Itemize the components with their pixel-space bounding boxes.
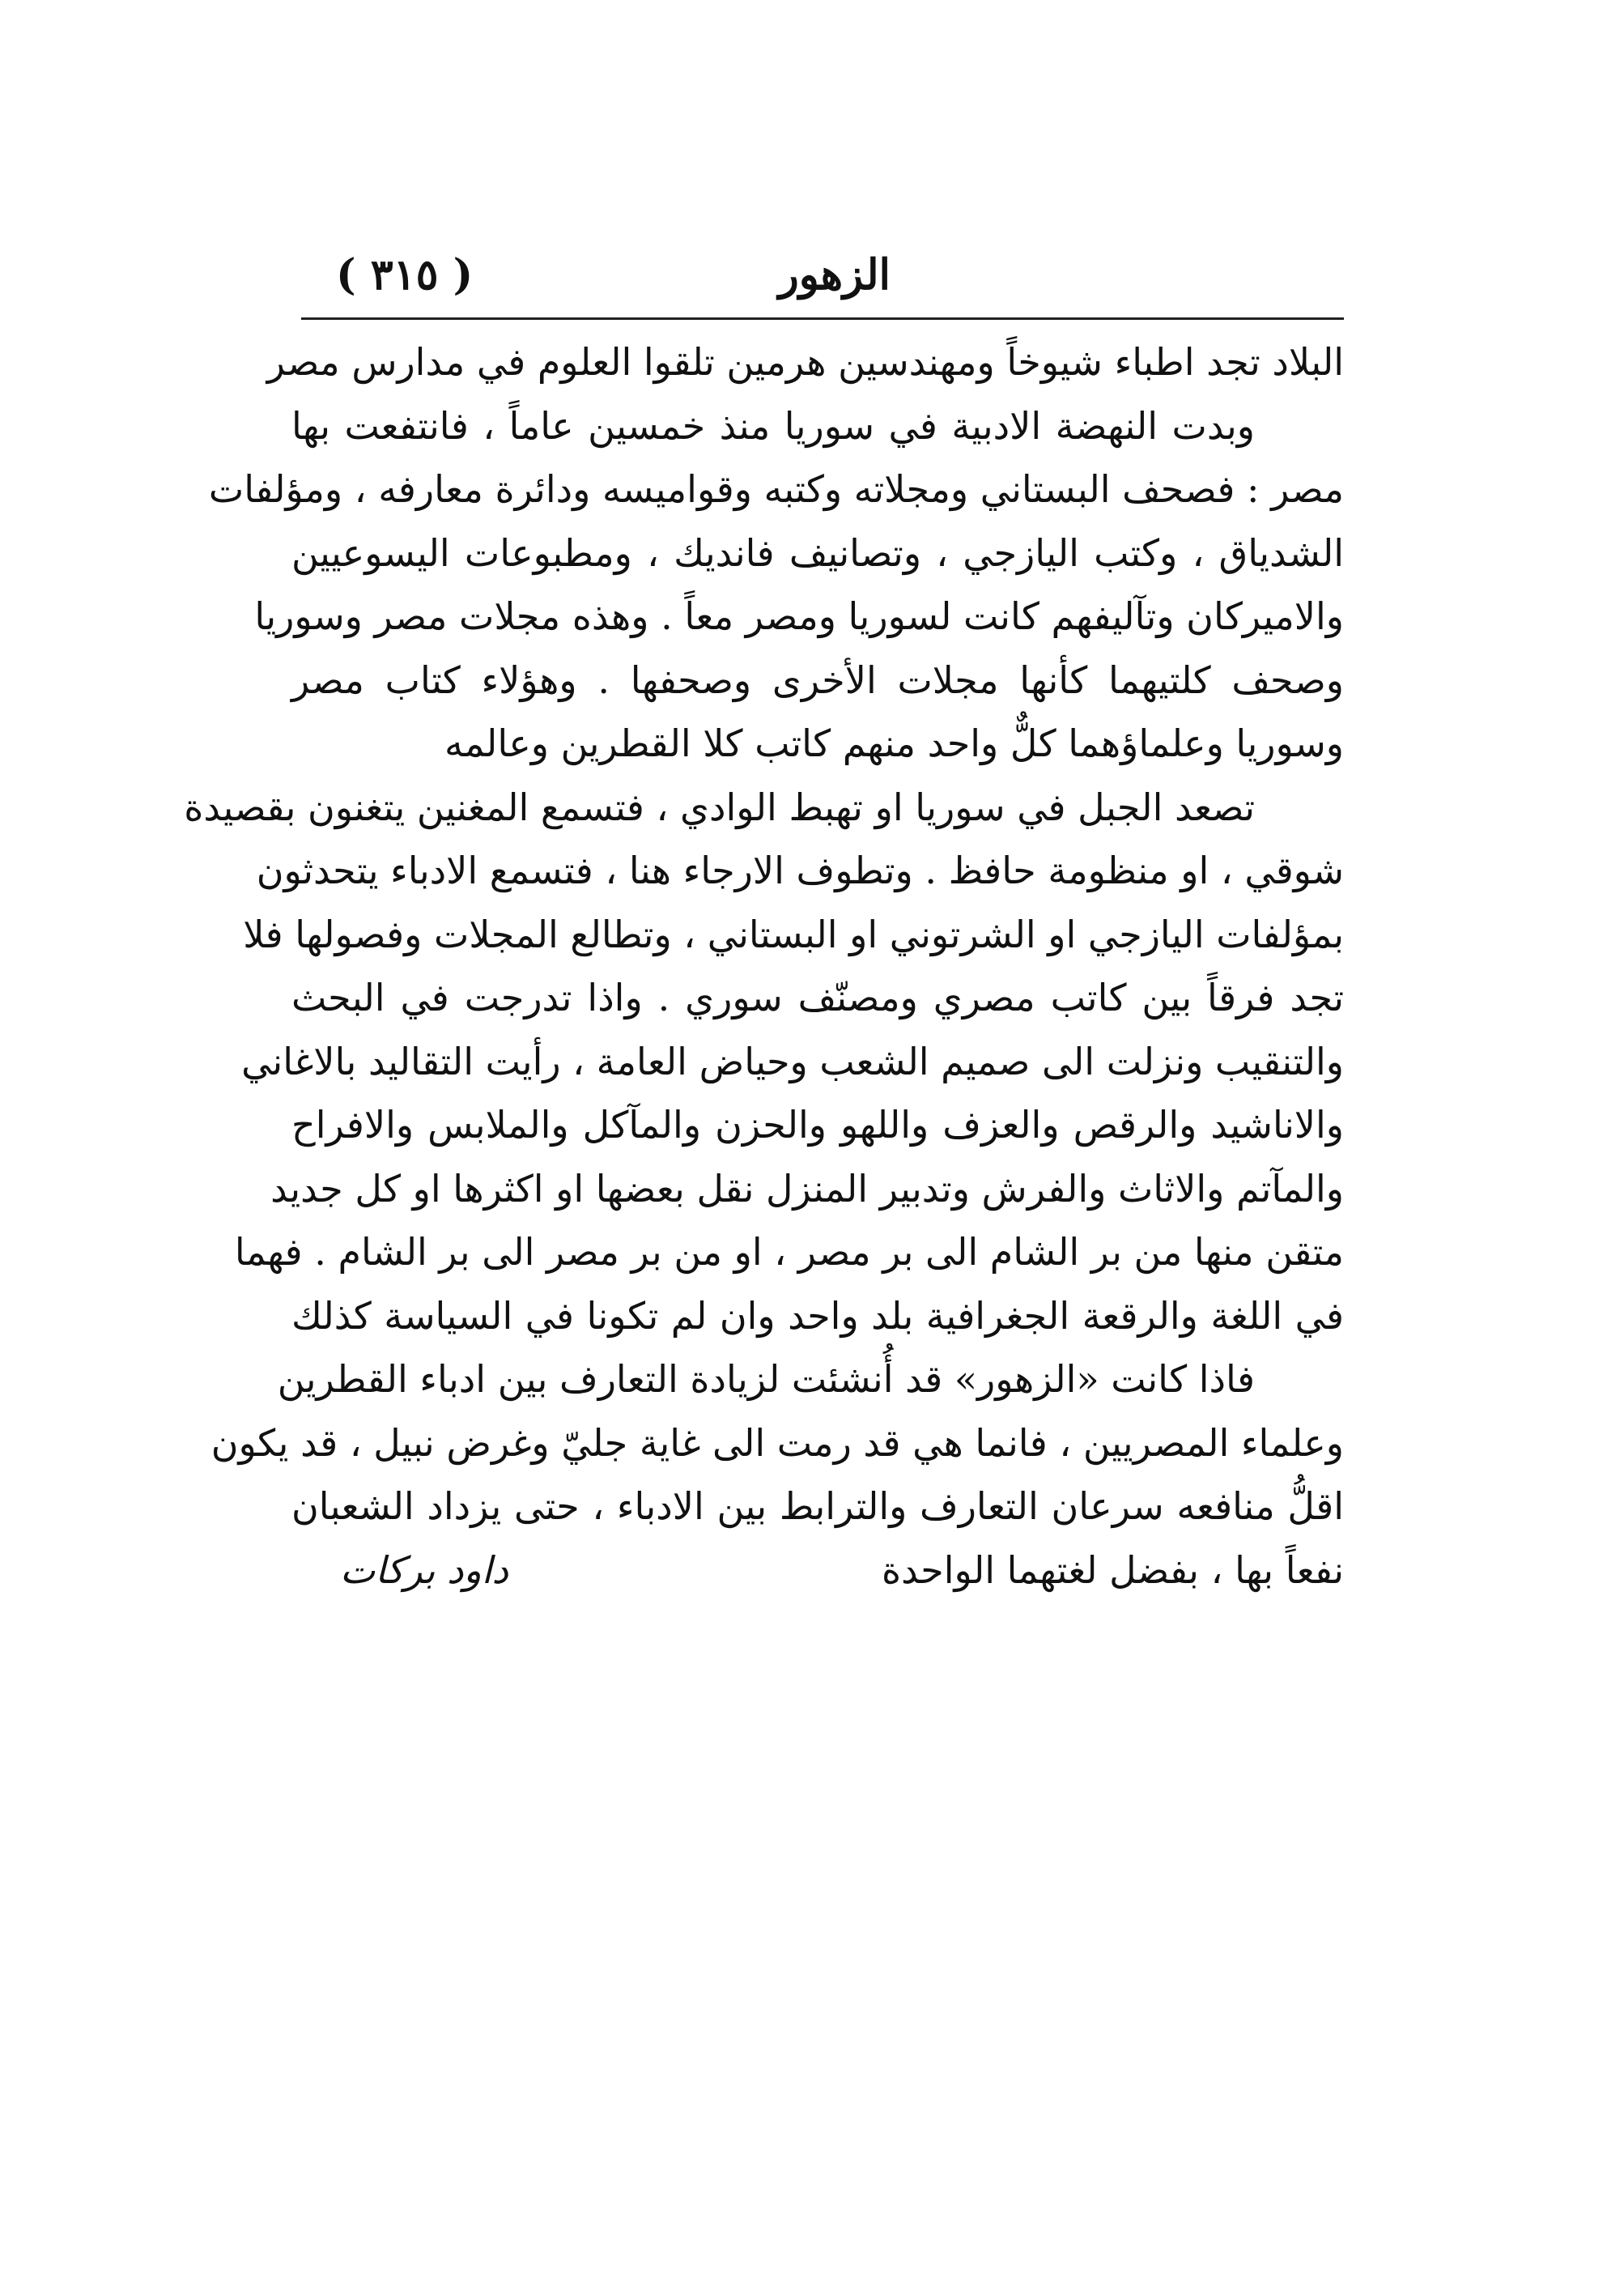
- text-line: والتنقيب ونزلت الى صميم الشعب وحياض العامة ، رأيت التقاليد بالاغاني: [241, 1039, 1344, 1083]
- paragraph-start-line: وبدت النهضة الادبية في سوريا منذ خمسين عاماً ، فانتفعت بها: [291, 403, 1255, 448]
- text-line: والاناشيد والرقص والعزف واللهو والحزن والمآكل والملابس والافراح: [291, 1103, 1345, 1147]
- running-title: الزهور: [778, 250, 891, 300]
- article-body: [184, 330, 1345, 1602]
- text-line: والمآتم والاثاث والفرش وتدبير المنزل نقل بعضها او اكثرها او كل جديد: [270, 1166, 1344, 1211]
- final-text: نفعاً بها ، بفضل لغتهما الواحدة: [882, 1547, 1344, 1592]
- text-line: البلاد تجد اطباء شيوخاً ومهندسين هرمين تلقوا العلوم في مدارس مصر: [266, 340, 1344, 384]
- author-signature: داود بركات: [340, 1547, 508, 1592]
- paragraph-start-line: تصعد الجبل في سوريا او تهبط الوادي ، فتسمع المغنين يتغنون بقصيدة: [184, 785, 1255, 829]
- text-line: وعلماء المصريين ، فانما هي قد رمت الى غاية جليّ وغرض نبيل ، قد يكون: [210, 1420, 1344, 1465]
- text-line: متقن منها من بر الشام الى بر مصر ، او من بر مصر الى بر الشام . فهما: [234, 1230, 1344, 1274]
- page-number: ( ٣١٥ ): [336, 250, 474, 300]
- text-line: وصحف كلتيهما كأنها مجلات الأخرى وصحفها . وهؤلاء كتاب مصر: [291, 658, 1344, 702]
- text-line: مصر : فصحف البستاني ومجلاته وكتبه وقواميسه ودائرة معارفه ، ومؤلفات: [208, 467, 1344, 511]
- text-line: بمؤلفات اليازجي او الشرتوني او البستاني ، وتطالع المجلات وفصولها فلا: [243, 912, 1344, 956]
- text-line: اقلُّ منافعه سرعان التعارف والترابط بين الادباء ، حتى يزداد الشعبان: [291, 1484, 1344, 1528]
- paragraph-end-line: وسوريا وعلماؤهما كلٌّ واحد منهم كاتب كلا القطرين وعالمه: [444, 721, 1344, 765]
- text-line: شوقي ، او منظومة حافظ . وتطوف الارجاء هنا ، فتسمع الادباء يتحدثون: [256, 849, 1344, 892]
- page-header: [300, 243, 1344, 308]
- text-line: والاميركان وتآليفهم كانت لسوريا ومصر معاً . وهذه مجلات مصر وسوريا: [254, 594, 1344, 638]
- paragraph-end-line: في اللغة والرقعة الجغرافية بلد واحد وان لم تكونا في السياسة كذلك: [291, 1293, 1344, 1338]
- header-rule: [301, 317, 1344, 320]
- text-line: تجد فرقاً بين كاتب مصري ومصنّف سوري . واذا تدرجت في البحث: [291, 976, 1344, 1019]
- paragraph-start-line: فاذا كانت «الزهور» قد أُنشئت لزيادة التعارف بين ادباء القطرين: [277, 1357, 1255, 1401]
- text-line: الشدياق ، وكتب اليازجي ، وتصانيف فانديك ، ومطبوعات اليسوعيين: [291, 530, 1344, 575]
- closing-line: [291, 1539, 1344, 1602]
